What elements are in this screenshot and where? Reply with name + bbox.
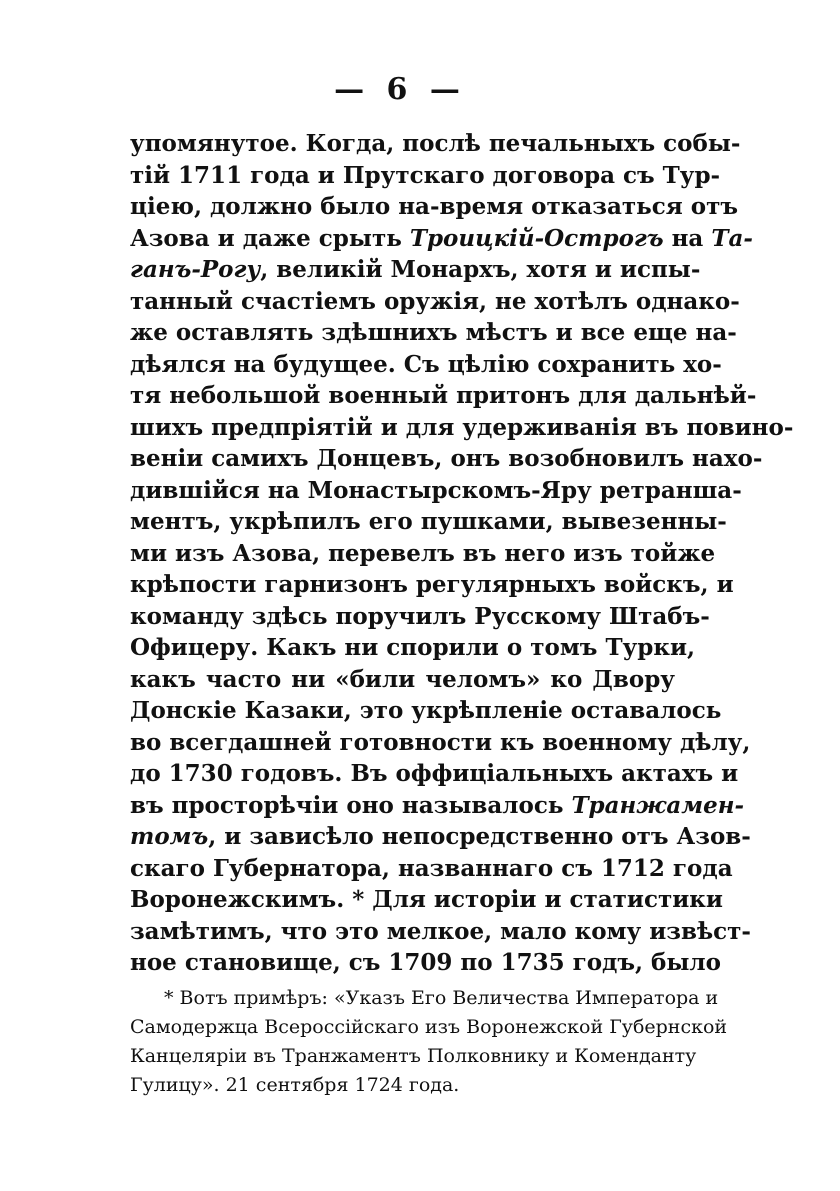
text-line xyxy=(130,191,738,223)
text-segment: шихъ предпріятій и для удерживанія въ повино- xyxy=(130,413,794,441)
page-number: — 6 — xyxy=(334,72,466,107)
text-segment: замѣтимъ, что это мелкое, мало кому извѣст- xyxy=(130,917,751,945)
text-segment: , великій Монархъ, хотя и испы- xyxy=(260,256,701,283)
text-segment: дившійся на Монастырскомъ-Яру ретранша- xyxy=(130,476,742,504)
text-line xyxy=(130,790,745,822)
body-text xyxy=(130,128,794,979)
text-line xyxy=(130,412,794,444)
text-line xyxy=(130,758,739,790)
text-segment: , и зависѣло непосредственно отъ Азов- xyxy=(208,823,751,850)
footnote-line: Гулицу». 21 сентября 1724 года. xyxy=(130,1074,460,1096)
text-segment: дѣялся на будущее. Съ цѣлію сохранить хо- xyxy=(130,350,722,378)
text-line xyxy=(130,380,757,412)
text-segment: же оставлять здѣшнихъ мѣстъ и все еще на- xyxy=(130,319,737,346)
text-segment: тій 1711 года и Прутскаго договора съ Тур- xyxy=(130,161,721,189)
text-segment: въ просторѣчіи оно называлось xyxy=(130,791,572,819)
italic-text-segment: томъ xyxy=(130,823,209,850)
text-line xyxy=(130,475,742,507)
text-segment: скаго Губернатора, названнаго съ 1712 года xyxy=(130,854,733,882)
text-line xyxy=(130,443,763,475)
text-line xyxy=(130,223,753,255)
text-segment: до 1730 годовъ. Въ оффиціальныхъ актахъ и xyxy=(130,760,739,787)
text-line xyxy=(130,884,723,916)
text-segment: какъ часто ни «били челомъ» ко Двору xyxy=(130,665,675,693)
footnote-line: Канцеляріи въ Транжаментъ Полковнику и Коменданту xyxy=(130,1045,697,1067)
text-line xyxy=(130,664,675,696)
text-segment: ми изъ Азова, перевелъ въ него изъ тойже xyxy=(130,539,716,567)
text-line xyxy=(130,160,721,192)
text-line xyxy=(130,349,722,381)
text-line xyxy=(130,128,741,160)
text-segment: крѣпости гарнизонъ регулярныхъ войскъ, и xyxy=(130,571,734,598)
text-segment: команду здѣсь поручилъ Русскому Штабъ- xyxy=(130,602,710,630)
text-segment: во всегдашней готовности къ военному дѣлу, xyxy=(130,728,751,756)
text-segment: упомянутое. Когда, послѣ печальныхъ собы- xyxy=(130,130,741,157)
text-line xyxy=(130,317,737,349)
text-segment: Воронежскимъ. * Для исторіи и статистики xyxy=(130,886,723,913)
text-segment: на xyxy=(663,224,712,252)
italic-text-segment: Та- xyxy=(711,224,753,252)
text-line xyxy=(130,821,751,853)
text-segment: тя небольшой военный притонъ для дальнѣй- xyxy=(130,382,757,409)
italic-text-segment: ганъ-Рогу xyxy=(130,256,261,283)
text-line xyxy=(130,727,751,759)
text-line xyxy=(130,947,721,979)
text-segment: Офицеру. Какъ ни спорили о томъ Турки, xyxy=(130,634,696,661)
italic-text-segment: Троицкій-Острогъ xyxy=(409,224,664,252)
italic-text-segment: Транжамен- xyxy=(571,791,745,819)
text-line xyxy=(130,254,701,286)
text-segment: ментъ, укрѣпилъ его пушками, вывезенны- xyxy=(130,508,727,535)
text-segment: веніи самихъ Донцевъ, онъ возобновилъ нахо- xyxy=(130,445,763,472)
text-segment: ціею, должно было на-время отказаться отъ xyxy=(130,193,738,220)
footnote xyxy=(130,984,728,1100)
footnote-line: Самодержца Всероссійскаго изъ Воронежской Губернской xyxy=(130,1016,728,1038)
text-line xyxy=(130,853,733,885)
text-line xyxy=(130,538,716,570)
text-segment: Азова и даже срыть xyxy=(130,224,410,252)
text-segment: Донскіе Казаки, это укрѣпленіе оставалось xyxy=(130,697,722,724)
text-line xyxy=(130,569,734,601)
text-line xyxy=(130,286,740,318)
text-line xyxy=(130,632,696,664)
text-line xyxy=(130,506,727,538)
text-line xyxy=(130,601,710,633)
footnote-line: * Вотъ примѣръ: «Указъ Его Величества Императора и xyxy=(164,987,719,1009)
text-line xyxy=(130,916,751,948)
text-segment: ное становище, съ 1709 по 1735 годъ, было xyxy=(130,949,721,976)
text-segment: танный счастіемъ оружія, не хотѣлъ однако- xyxy=(130,287,740,315)
text-line xyxy=(130,695,722,727)
